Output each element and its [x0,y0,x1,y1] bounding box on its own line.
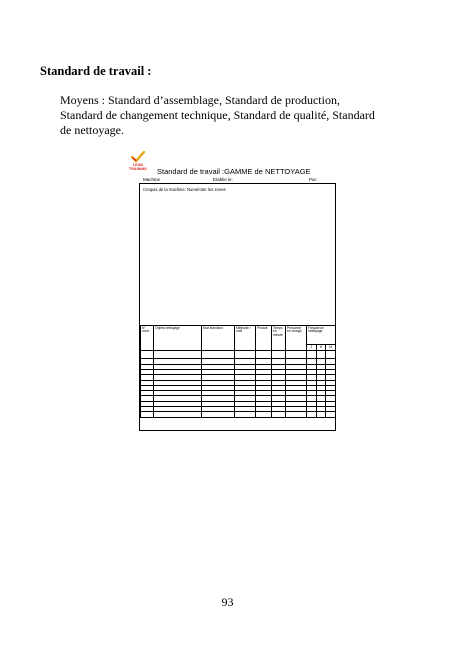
sketch-area-label: Croquis de la machine: Numéroter les zones [143,187,226,192]
table-cell [307,412,317,417]
col-header-temps: Temps en minute [272,326,286,351]
logo-text: LEAN TRAINING [128,163,148,171]
table-cell [307,351,317,359]
etabli-label: Etablie le: [213,177,233,182]
lean-training-logo [124,151,152,173]
table-cell [326,412,336,417]
col-header-freq-j: J [307,345,317,351]
section-heading: Standard de travail : [40,64,152,78]
table-row [141,412,336,417]
paragraph-line: Moyens : Standard d’assemblage, Standard de production, [60,93,340,107]
table-cell [256,412,272,417]
table-cell [256,351,272,359]
col-header-objets: Objets nettoyage [154,326,202,351]
table-cell [272,351,286,359]
table-cell [316,351,326,359]
cleaning-form [139,183,336,431]
page-number: 93 [221,595,234,609]
table-cell [154,412,202,417]
table-cell [316,412,326,417]
col-header-freq-h: H [316,345,326,351]
table-cell [202,412,235,417]
table-cell [286,351,307,359]
machine-label: Machine [143,177,161,182]
form-title: Standard de travail :GAMME de NETTOYAGE [157,167,311,176]
table-cell [272,412,286,417]
body-paragraph [60,93,410,138]
col-header-etat: Etat standard [202,326,235,351]
table-cell [235,351,256,359]
table-body [141,351,336,417]
table-cell [235,412,256,417]
par-label: Par: [309,177,318,182]
checkmark-icon [131,151,145,163]
table-cell [141,351,154,359]
col-header-personne: Personne en charge [286,326,307,351]
table-cell [326,351,336,359]
col-header-freq-m: M [326,345,336,351]
col-header-produit: Produit [256,326,272,351]
table-cell [141,412,154,417]
paragraph-line: de nettoyage. [60,123,124,137]
table-cell [286,412,307,417]
col-header-methode: Méthode / outil [235,326,256,351]
paragraph-line: Standard de changement technique, Standard de qualité, Standard [60,108,375,122]
cleaning-table [140,325,336,418]
table-row [141,351,336,359]
col-header-frequence: Fréquence nettoyage [307,326,336,345]
table-cell [202,351,235,359]
col-header-num: N° zone [141,326,154,351]
table-cell [154,351,202,359]
